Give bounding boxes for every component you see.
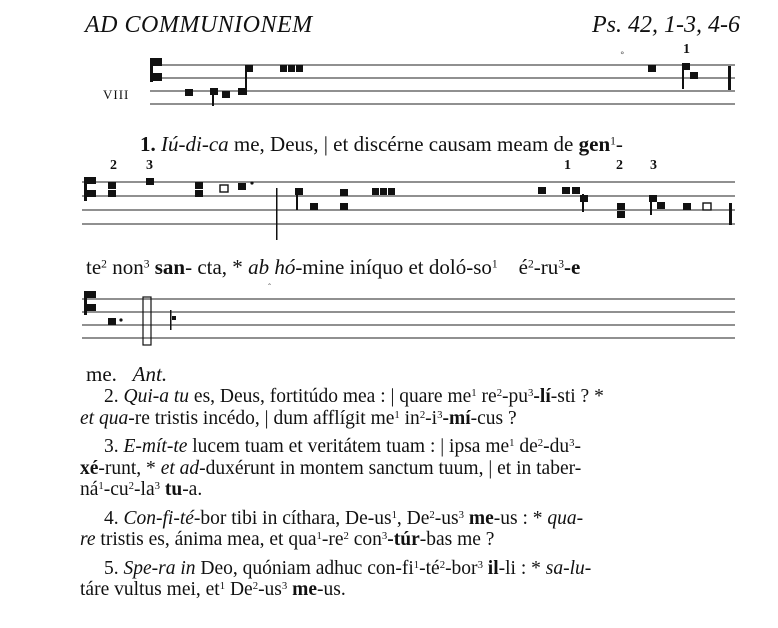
verse-4: 4. Con-fi-té-bor tibi in cíthara, $De-us^1$, $De^2-us^3$ me-us : * qua- re tristis es, ánima mea, et $qua^1-re^2$ con$^3$-túr-bas me ? [80, 507, 584, 550]
episema-number: 1 [683, 42, 690, 57]
c-clef-icon [84, 291, 96, 315]
lyric-italic: Iú-di-ca [161, 132, 229, 156]
episema-number: 3 [146, 158, 153, 173]
mode-label: VIII [103, 87, 130, 102]
verse-number: 1. [140, 132, 156, 156]
episema-number: 1 [564, 158, 571, 173]
psalm-reference: Ps. 42, 1-3, 4-6 [592, 12, 740, 38]
psalm-verses [80, 386, 742, 608]
svg-text:ˆ: ˆ [268, 282, 271, 292]
episema-number: 3 [650, 158, 657, 173]
verse-2: 2. Qui-a tu es, Deus, fortitúdo mea : | quare $me^1$ $re^2-pu^3-lí$-sti ? * et qua-re tristis incédo, | dum afflígit $me^1$ $in^2-i^3-mí$-cus ? [80, 386, 604, 429]
episema-number: 2 [110, 158, 117, 173]
svg-text:°: ° [620, 51, 625, 61]
section-title: AD COMMUNIONEM [85, 12, 313, 38]
lyric-line-2: $te^2$ non$^3$ san- cta, * ab hó-mine iníquo et doló-$so^1$ $é^2-ru^3-e$ [86, 255, 581, 279]
verse-3: 3. E-mít-te lucem tuam et veritátem tuam : | ipsa $me^1$ $de^2-du^3-$ xé-runt, * et ad-duxérunt in montem sanctum tuum, | et in taber- $ná^1-cu^2-la^3$ tu-a. [80, 436, 582, 500]
lyric-line-3: me. Ant. [86, 362, 168, 386]
lyric-line-1: 1. Iú-di-ca me, Deus, | et discérne causam meam de gen$^1$- [140, 132, 623, 156]
episema-number: 2 [616, 158, 623, 173]
verse-5: 5. Spe-ra in Deo, quóniam adhuc con-$fi^1-té^2-bor^3$ il-li : * sa-lu- táre vultus mei, $et^1$ $De^2-us^3$ me-us. [80, 557, 592, 600]
